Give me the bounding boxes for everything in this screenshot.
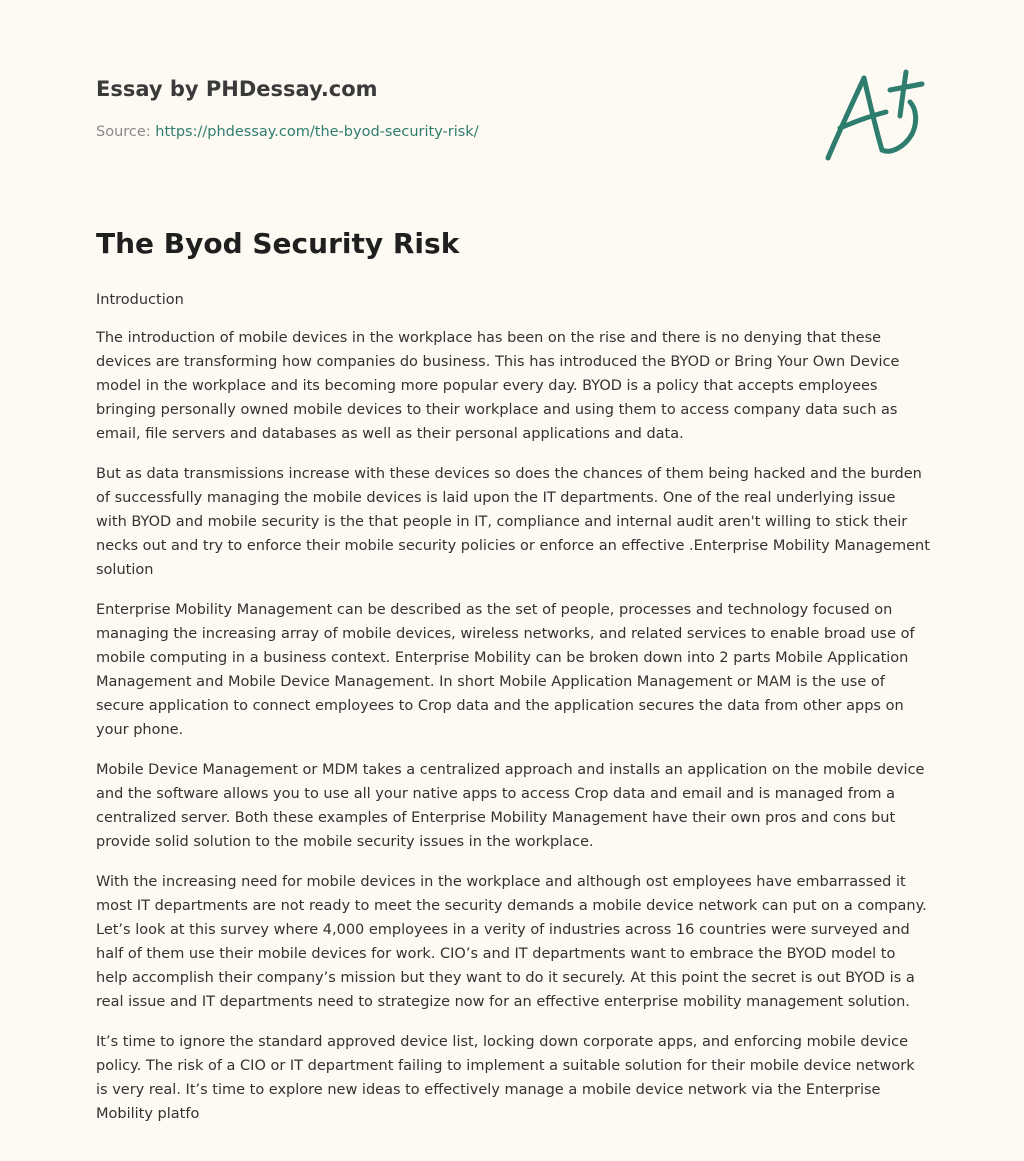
page-header xyxy=(96,74,796,142)
source-label: Source: xyxy=(96,124,156,140)
paragraph-4: Mobile Device Management or MDM takes a centralized approach and installs an application on the mobile device and the software allows you to use all your native apps to access Crop data and email and is managed from a centralized server. Both these examples of Enterprise Mobility Management have their own pros and cons but provide solid solution to the mobile security issues in the workplace. xyxy=(96,762,925,850)
source-link[interactable]: https://phdessay.com/the-byod-security-risk/ xyxy=(155,124,479,140)
source-line xyxy=(96,122,796,142)
article-title: The Byod Security Risk xyxy=(96,227,460,260)
paragraph-3: Enterprise Mobility Management can be described as the set of people, processes and technology focused on managing the increasing array of mobile devices, wireless networks, and related services to enable broad use of mobile computing in a business context. Enterprise Mobility can be broken down into 2 parts Mobile Application Management and Mobile Device Management. In short Mobile Application Management or MAM is the use of secure application to connect employees to Crop data and the application secures the data from other apps on your phone. xyxy=(96,602,915,738)
a-plus-logo-icon xyxy=(820,64,930,168)
paragraph-5: With the increasing need for mobile devices in the workplace and although ost employees have embarrassed it most IT departments are not ready to meet the security demands a mobile device network can put on a company. Let’s look at this survey where 4,000 employees in a verity of industries across 16 countries were surveyed and half of them use their mobile devices for work. CIO’s and IT departments want to embrace the BYOD model to help accomplish their company’s mission but they want to do it securely. At this point the secret is out BYOD is a real issue and IT departments need to strategize now for an effective enterprise mobility management solution. xyxy=(96,874,927,1010)
paragraph-2: But as data transmissions increase with these devices so does the chances of them being hacked and the burden of successfully managing the mobile devices is laid upon the IT departments. One of the real underlying issue with BYOD and mobile security is the that people in IT, compliance and internal audit aren't willing to stick their necks out and try to enforce their mobile security policies or enforce an effective .Enterprise Mobility Management solution xyxy=(96,466,930,578)
paragraph-6: It’s time to ignore the standard approved device list, locking down corporate apps, and enforcing mobile device policy. The risk of a CIO or IT department failing to implement a suitable solution for their mobile device network is very real. It’s time to explore new ideas to effectively manage a mobile device network via the Enterprise Mobility platfo xyxy=(96,1034,915,1122)
site-brand: Essay by PHDessay.com xyxy=(96,77,378,101)
article xyxy=(96,222,930,1142)
section-heading: Introduction xyxy=(96,292,184,308)
paragraph-1: The introduction of mobile devices in the workplace has been on the rise and there is no denying that these devices are transforming how companies do business. This has introduced the BYOD or Bring Your Own Device model in the workplace and its becoming more popular every day. BYOD is a policy that accepts employees bringing personally owned mobile devices to their workplace and using them to access company data such as email, file servers and databases as well as their personal applications and data. xyxy=(96,330,900,442)
